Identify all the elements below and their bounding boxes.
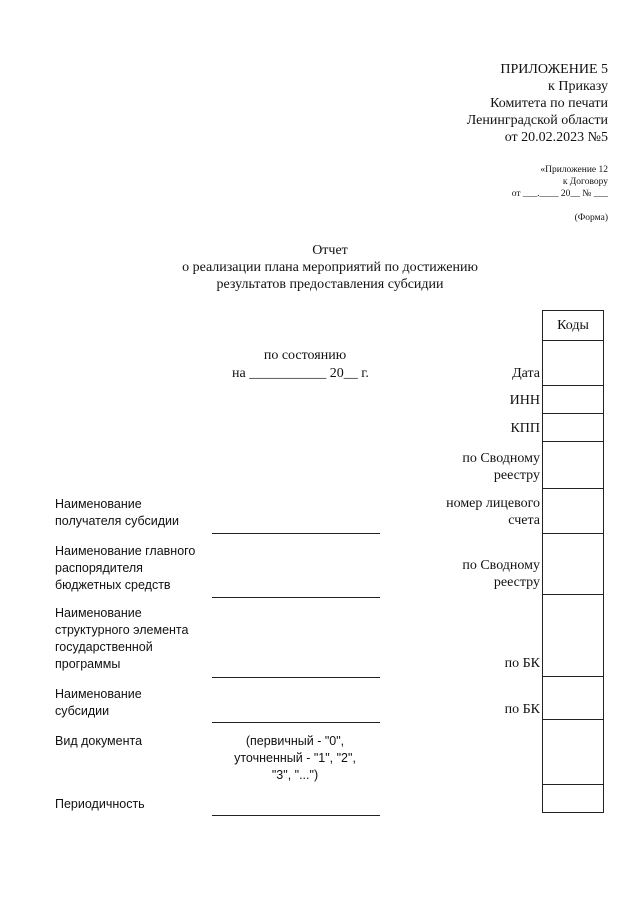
form-label: (Форма)	[574, 213, 608, 223]
code-cell-account	[542, 488, 604, 533]
appendix-line-3: от ___.____ 20__ № ___	[511, 189, 608, 199]
doc-type-note-line-2: уточненный - "1", "2",	[234, 751, 356, 765]
appendix-line-1: «Приложение 12	[540, 165, 608, 175]
label-svod-2-a: по Сводному	[462, 558, 540, 573]
codes-header: Коды	[557, 317, 589, 333]
label-date: Дата	[512, 366, 540, 381]
label-svod-2-b: реестру	[493, 575, 540, 590]
code-cell-kpp	[542, 413, 604, 441]
field-program-line-3: государственной	[55, 640, 153, 654]
header-line-3: Комитета по печати	[490, 96, 608, 111]
recipient-underline	[212, 533, 380, 534]
label-svod-1-b: реестру	[493, 468, 540, 483]
manager-underline	[212, 597, 380, 598]
field-program-line-4: программы	[55, 657, 121, 671]
field-subsidy-line-1: Наименование	[55, 687, 142, 701]
code-cell-doc-type	[542, 719, 604, 784]
label-bk-2: по БК	[504, 702, 540, 717]
header-line-2: к Приказу	[548, 79, 608, 94]
header-line-4: Ленинградской области	[466, 113, 608, 128]
program-underline	[212, 677, 380, 678]
field-program-line-1: Наименование	[55, 606, 142, 620]
code-cell-inn	[542, 385, 604, 413]
label-svod-1-a: по Сводному	[462, 451, 540, 466]
code-cell-date	[542, 340, 604, 385]
label-bk-1: по БК	[504, 656, 540, 671]
label-kpp: КПП	[510, 421, 540, 436]
field-periodicity: Периодичность	[55, 797, 145, 811]
appendix-line-2: к Договору	[562, 177, 608, 187]
title-line-2: о реализации плана мероприятий по достижению	[182, 260, 478, 275]
codes-header-cell	[542, 310, 604, 340]
label-account-a: номер лицевого	[446, 496, 540, 511]
header-line-1: ПРИЛОЖЕНИЕ 5	[500, 62, 608, 77]
field-subsidy-line-2: субсидии	[55, 704, 110, 718]
field-manager-line-2: распорядителя	[55, 561, 143, 575]
label-inn: ИНН	[509, 393, 540, 408]
code-cell-periodicity	[542, 784, 604, 813]
subsidy-underline	[212, 722, 380, 723]
title-line-3: результатов предоставления субсидии	[216, 277, 444, 292]
field-manager-line-1: Наименование главного	[55, 544, 196, 558]
field-manager-line-3: бюджетных средств	[55, 578, 171, 592]
field-program-line-2: структурного элемента	[55, 623, 189, 637]
status-line-2: на ___________ 20__ г.	[232, 366, 369, 381]
doc-type-note-line-3: "3", "...")	[271, 768, 319, 782]
label-account-b: счета	[508, 513, 540, 528]
doc-type-note-line-1: (первичный - "0",	[245, 734, 345, 748]
status-line-1: по состоянию	[263, 348, 347, 363]
field-doc-type: Вид документа	[55, 734, 143, 748]
code-cell-svod-2	[542, 533, 604, 594]
field-recipient-line-1: Наименование	[55, 497, 142, 511]
periodicity-underline	[212, 815, 380, 816]
code-cell-bk-2	[542, 676, 604, 719]
header-line-5: от 20.02.2023 №5	[504, 130, 608, 145]
code-cell-svod-1	[542, 441, 604, 488]
code-cell-bk-1	[542, 594, 604, 676]
field-recipient-line-2: получателя субсидии	[55, 514, 179, 528]
title-line-1: Отчет	[312, 243, 348, 258]
